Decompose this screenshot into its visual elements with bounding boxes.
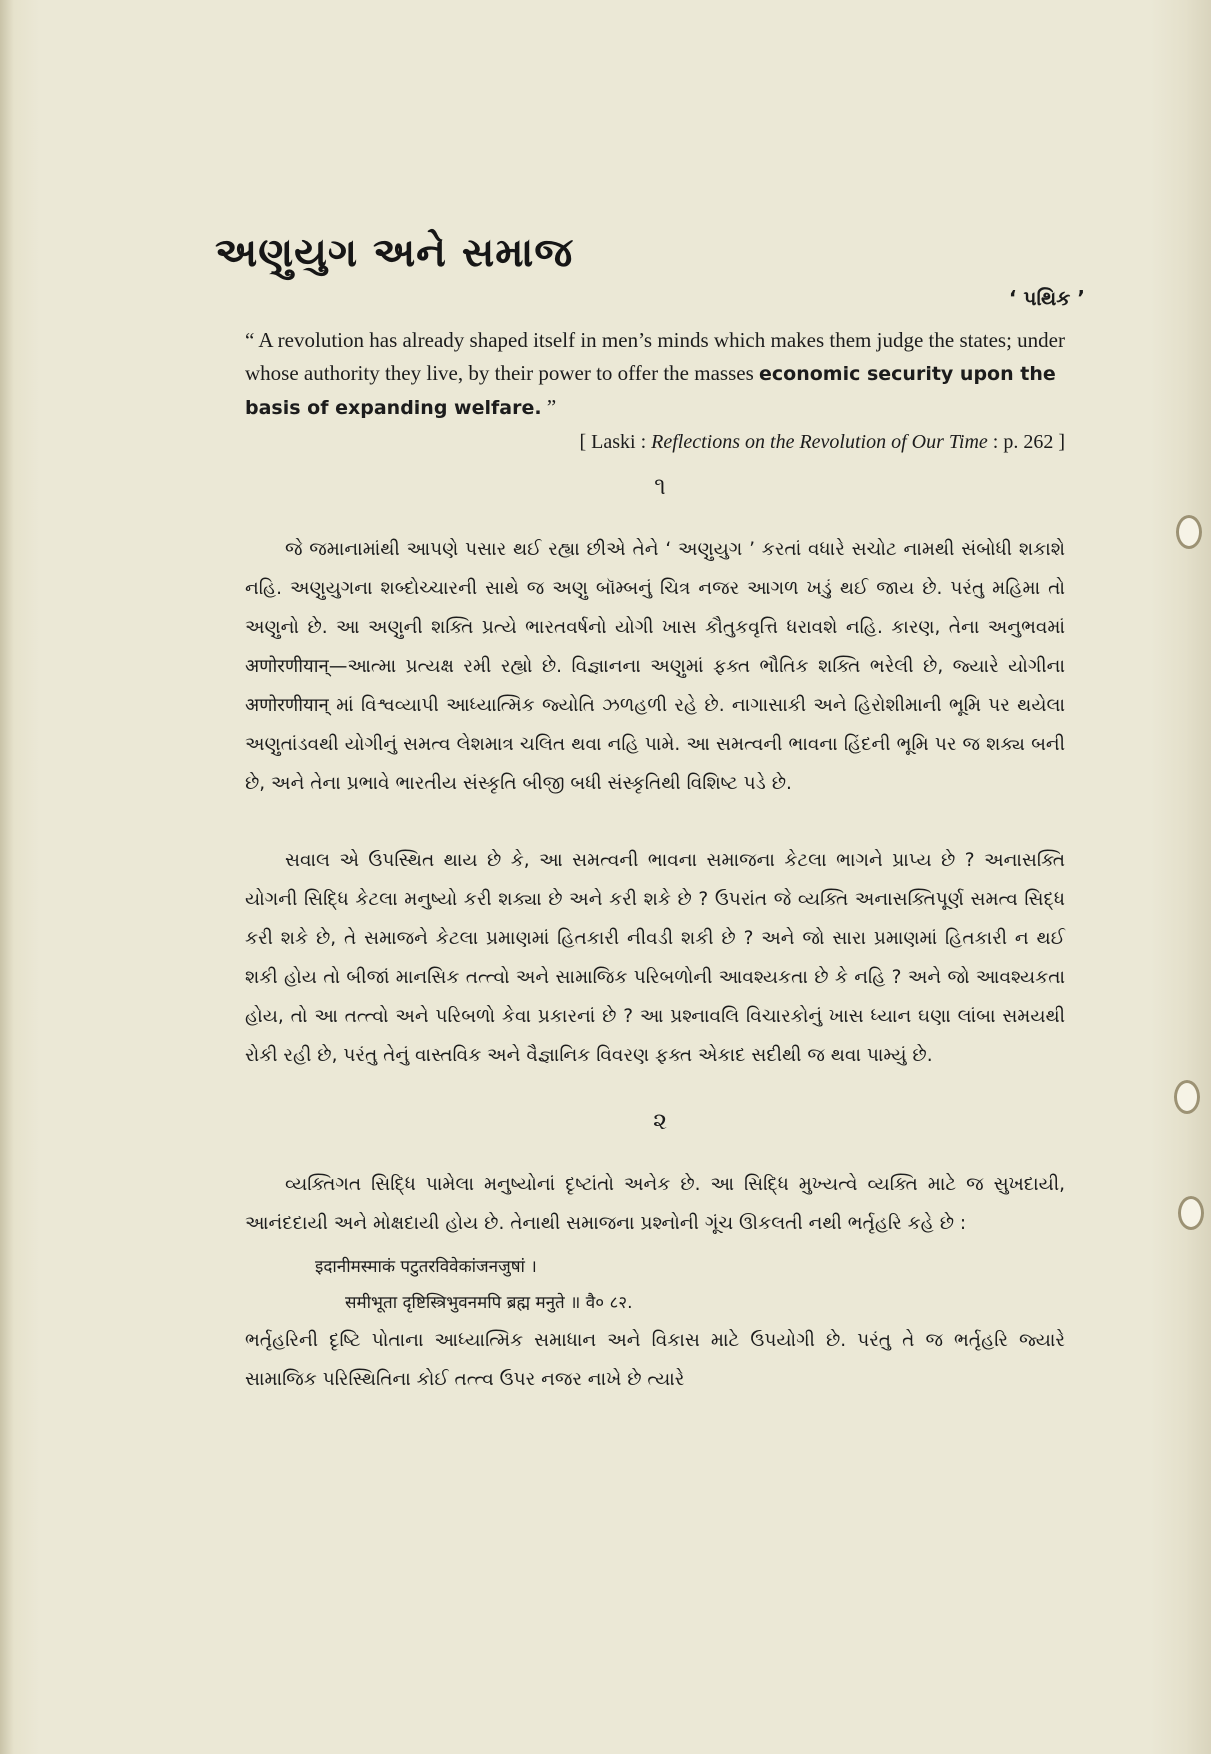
- sanskrit-verse-line-2: समीभूता दृष्टिस्त्रिभुवनमपि ब्रह्म मनुते ॥ वै० ८२.: [345, 1293, 633, 1313]
- epigraph-close-quote: ”: [541, 395, 557, 419]
- section-2-paragraph-1: વ્યક્તિગત સિદ્ધિ પામેલા મનુષ્યોનાં દૃષ્ટાંતો અનેક છે. આ સિદ્ધિ મુખ્યત્વે વ્યક્તિ માટે જ સુખદાયી, આનંદદાયી અને મોક્ષદાયી હોય છે. તેનાથી સમાજના પ્રશ્નોની ગૂંચ ઊકલતી નથી ભર્તૃહરિ કહે છે :: [245, 1174, 1065, 1234]
- section-1-paragraph-1: જે જમાનામાંથી આપણે પસાર થઈ રહ્યા છીએ તેને ‘ અણુયુગ ’ કરતાં વધારે સચોટ નામથી સંબોધી શકાશે નહિ. અણુયુગના શબ્દોચ્ચારની સાથે જ અણુ બૉમ્બનું ચિત્ર નજર આગળ ખડું થઈ જાય છે. પરંતુ મહિમા તો અણુનો છે. આ અણુની શક્તિ પ્રત્યે ભારતવર્ષનો યોગી ખાસ કૌતુકવૃત્તિ ધરાવશે નહિ. કારણ, તેના અનુભવમાં अणोरणीयान्—આત્મા પ્રત્યક્ષ રમી રહ્યો છે. વિજ્ઞાનના અણુમાં ફક્ત ભૌતિક શક્તિ ભરેલી છે, જ્યારે યોગીના अणोरणीयान् માં વિશ્વવ્યાપી આધ્યાત્મિક જ્યોતિ ઝળહળી રહે છે. નાગાસાકી અને હિરોશીમાની ભૂમિ પર થયેલા અણુતાંડવથી યોગીનું સમત્વ લેશમાત્ર ચલિત થવા નહિ પામે. આ સમત્વની ભાવના હિંદની ભૂમિ પર જ શક્ય બની છે, અને તેના પ્રભાવે ભારતીય સંસ્કૃતિ બીજી બધી સંસ્કૃતિથી વિશિષ્ટ પડે છે.: [245, 539, 1065, 794]
- section-number-2: ૨: [652, 1107, 668, 1135]
- binding-hole-bottom: [1178, 1196, 1204, 1230]
- article-title: અણુયુગ અને સમાજ: [215, 230, 574, 276]
- epigraph-text: A revolution has already shaped itself in men’s minds which makes them judge the states; under whose authority they live, by their power to offer the masses: [245, 328, 1065, 385]
- epigraph-quote: [245, 324, 1065, 425]
- epigraph-emphasis: economic security upon the basis of expanding welfare.: [245, 363, 1056, 419]
- citation-prefix: [ Laski :: [579, 431, 652, 453]
- binding-hole-top: [1176, 515, 1202, 549]
- citation-work-title: Reflections on the Revolution of Our Time: [651, 431, 988, 453]
- article-author: ‘ પથિક ’: [1008, 286, 1085, 310]
- citation-suffix: : p. 262 ]: [987, 431, 1065, 453]
- epigraph-open-quote: “: [245, 328, 259, 352]
- section-number-1: ૧: [654, 472, 666, 500]
- binding-hole-middle: [1174, 1080, 1200, 1114]
- section-1-paragraph-2: સવાલ એ ઉપસ્થિત થાય છે કે, આ સમત્વની ભાવના સમાજના કેટલા ભાગને પ્રાપ્ય છે ? અનાસક્તિ યોગની સિદ્ધિ કેટલા મનુષ્યો કરી શક્યા છે અને કરી શકે છે ? ઉપરાંત જે વ્યક્તિ અનાસક્તિપૂર્ણ સમત્વ સિદ્ધ કરી શકે છે, તે સમાજને કેટલા પ્રમાણમાં હિતકારી નીવડી શકી છે ? અને જો સારા પ્રમાણમાં હિતકારી ન થઈ શકી હોય તો બીજાં માનસિક તત્ત્વો અને સામાજિક પરિબળોની આવશ્યકતા છે કે નહિ ? અને જો આવશ્યકતા હોય, તો આ તત્ત્વો અને પરિબળો કેવા પ્રકારનાં છે ? આ પ્રશ્નાવલિ વિચારકોનું ખાસ ધ્યાન ઘણા લાંબા સમયથી રોકી રહી છે, પરંતુ તેનું વાસ્તવિક અને વૈજ્ઞાનિક વિવરણ ફક્ત એકાદ સદીથી જ થવા પામ્યું છે.: [245, 850, 1065, 1066]
- sanskrit-verse-line-1: इदानीमस्माकं पटुतरविवेकांजनजुषां ।: [315, 1257, 537, 1277]
- article: [215, 230, 1105, 1399]
- section-2-paragraph-2: ભર્તૃહરિની દૃષ્ટિ પોતાના આધ્યાત્મિક સમાધાન અને વિકાસ માટે ઉપયોગી છે. પરંતુ તે જ ભર્તૃહરિ જ્યારે સામાજિક પરિસ્થિતિના કોઈ તત્ત્વ ઉપર નજર નાખે છે ત્યારે: [245, 1330, 1065, 1390]
- epigraph-citation: [215, 431, 1065, 454]
